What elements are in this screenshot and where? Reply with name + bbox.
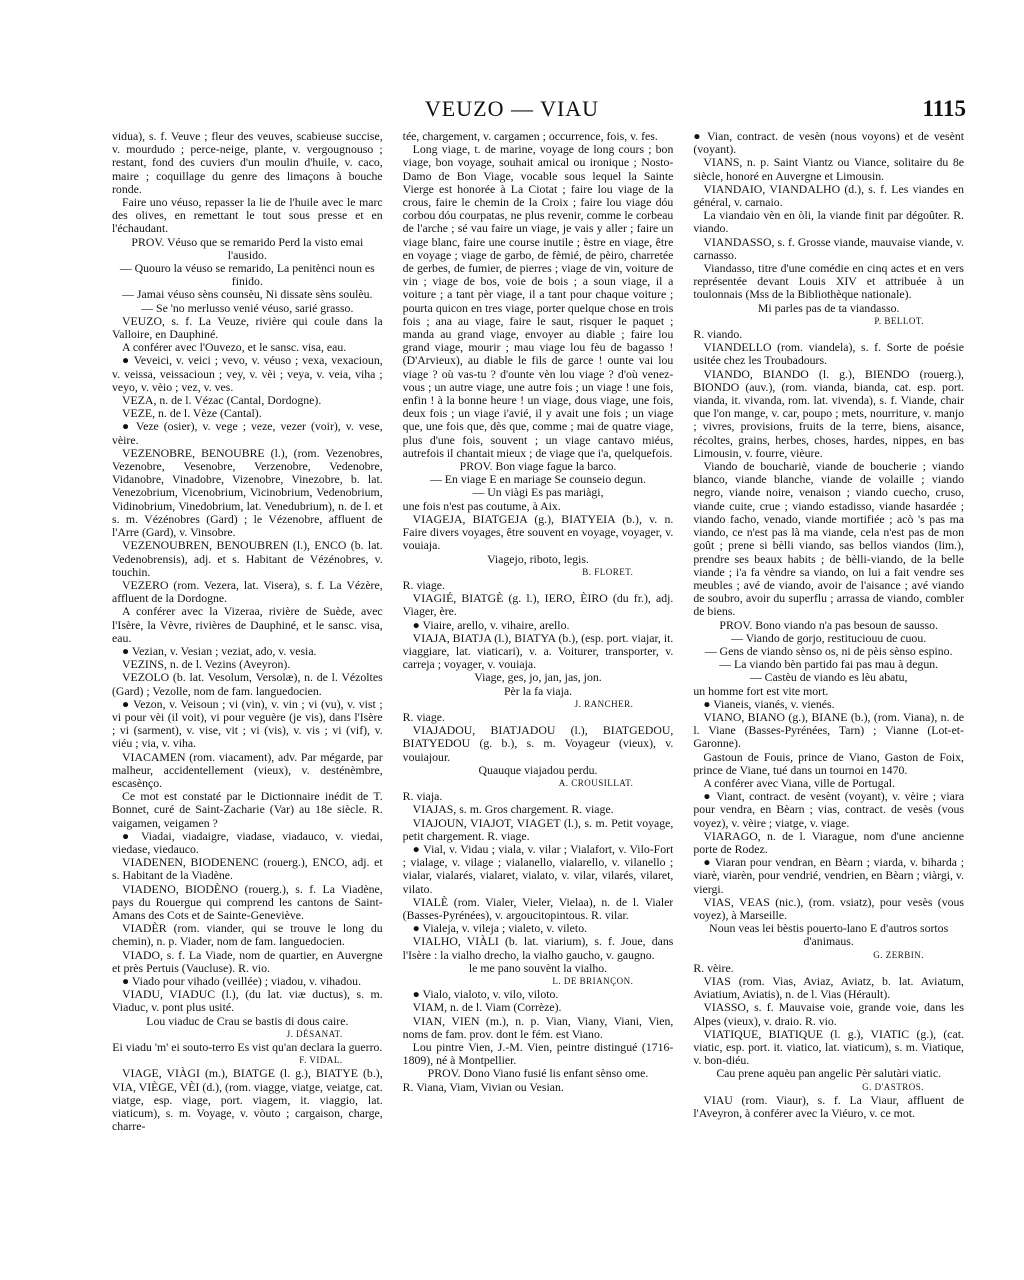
dictionary-entry: ● Viant, contract. de vesènt (voyant), v. vèire ; viara pour vendra, en Bèarn ; vias, contract. de vesès (vous voyez), v. vèire ; viatge, v. viage. xyxy=(693,789,965,830)
page-number: 1115 xyxy=(922,96,966,121)
dictionary-entry: VEZA, n. de l. Vézac (Cantal, Dordogne). xyxy=(122,393,322,408)
dictionary-entry: VIAJAS, s. m. Gros chargement. R. viage. xyxy=(412,802,614,817)
dictionary-entry: PROV. Dono Viano fusié lis enfant sènso ome. xyxy=(427,1066,649,1081)
dictionary-entry: L. DE BRIANÇON. xyxy=(552,976,634,986)
dictionary-entry: VIANDELLO (rom. viandela), s. f. Sorte de poésie usitée chez les Troubadours. xyxy=(693,340,965,368)
column-right xyxy=(693,130,964,1256)
dictionary-entry: VIANDO, BIANDO (l. g.), BIENDO (rouerg.), BIONDO (auv.), (rom. vianda, bianda, cat. esp. port. vianda, it. vivanda, rom. lat. vivenda), s. f. Viande, chair que l'on mange, v. car, poupo ; mets, nourriture, v. manjo ; vivres, provisions, fruits de la terre, biens, aisance, récoltes, grains, herbes, choses, hardes, nippes, en bas Limousin, v. fourre, vièure. xyxy=(693,366,965,460)
dictionary-entry: VIANDASSO, s. f. Grosse viande, mauvaise viande, v. carnasso. xyxy=(693,234,965,262)
dictionary-entry: vidua), s. f. Veuve ; fleur des veuves, scabieuse succise, v. mourdudo ; perce-neige, plante, v. vergougnouso ; restant, fond des cuviers d'un moulin d'huile, v. caco, maire ; coquillage du genre des limaçons à bouche ronde. xyxy=(112,130,383,196)
dictionary-entry: A conférer avec l'Ouvezo, et le sansc. visa, eau. xyxy=(122,340,347,355)
dictionary-entry: VIADO, s. f. La Viade, nom de quartier, en Auvergne et près Pertuis (Vaucluse). R. vio. xyxy=(112,947,383,975)
dictionary-entry: Ei viadu 'm' ei souto-terro Es vist qu'an declara la guerro. xyxy=(112,1040,383,1055)
dictionary-entry: VIAS, VEAS (nic.), (rom. vsiatz), pour vesès (vous voyez), à Marseille. xyxy=(693,894,965,922)
dictionary-entry: ● Vianeis, vianés, v. vienés. xyxy=(703,696,835,711)
dictionary-entry: ● Vialeja, v. vileja ; vialeto, v. vileto. xyxy=(412,921,588,936)
dictionary-entry: VIATIQUE, BIATIQUE (l. g.), VIATIC (g.), (cat. viatic, esp. port. it. viatico, lat. viaticum), s. m. Viatique, v. bon-diéu. xyxy=(693,1026,965,1068)
dictionary-entry: J. DÉSANAT. xyxy=(286,1028,343,1039)
dictionary-entry: A. CROUSILLAT. xyxy=(558,777,634,788)
dictionary-entry: R. viaja. xyxy=(402,789,443,804)
dictionary-entry: VIADÈR (rom. viander, qui se trouve le long du chemin), n. p. Viader, nom de fam. languedocien. xyxy=(112,921,383,949)
dictionary-entry: Cau prene aquèu pan angelic Pèr salutàri viatic. xyxy=(716,1066,942,1081)
running-head: VEUZO — VIAU xyxy=(424,96,600,121)
dictionary-entry: Gastoun de Fouis, prince de Viano, Gaston de Foix, prince de Viane, tué dans un tournoi en 1470. xyxy=(693,749,965,777)
dictionary-entry: R. viage. xyxy=(402,709,445,724)
dictionary-entry: ● Viaran pour vendran, en Bèarn ; viarda, v. biharda ; viarè, viarèn, pour vendrié, vendrien, en Bèarn ; viàrgi, v. viergi. xyxy=(693,855,965,896)
dictionary-entry: VIAU (rom. Viaur), s. f. La Viaur, affluent de l'Aveyron, à conférer avec la Viéuro, v. ce mot. xyxy=(693,1092,965,1121)
dictionary-entry: Quauque viajadou perdu. xyxy=(478,762,598,777)
dictionary-entry: R. vèire. xyxy=(693,960,734,975)
dictionary-entry: VIAS (rom. Vias, Aviaz, Aviatz, b. lat. Aviatum, Aviatium, Aviatis), n. de l. Vias (Hérault). xyxy=(693,974,965,1002)
dictionary-entry: VIADU, VIADUC (l.), (du lat. viæ ductus), s. m. Viaduc, v. pont plus usité. xyxy=(112,987,383,1015)
dictionary-entry: VIARAGO, n. de l. Viarague, nom d'une ancienne porte de Rodez. xyxy=(693,828,965,856)
dictionary-entry: — Se 'no merlusso venié véuso, sarié grasso. xyxy=(141,300,354,315)
dictionary-entry: VIALHO, VIÀLI (b. lat. viarium), s. f. Joue, dans l'Isère : la vialho drecho, la vialho gaucho, v. gaugno. xyxy=(402,934,674,962)
dictionary-entry: — Castèu de viando es lèu abatu, xyxy=(749,670,908,685)
dictionary-entry: VIADENEN, BIODENENC (rouerg.), ENCO, adj. et s. Habitant de la Viadène. xyxy=(112,855,383,883)
dictionary-entry: Ce mot est constaté par le Dictionnaire inédit de T. Bonnet, curé de Saint-Zacharie (Var) au 18e siècle. R. vaigamen, veigamen ? xyxy=(112,789,383,830)
dictionary-entry: Lou pintre Vien, J.-M. Vien, peintre distingué (1716-1809), né à Montpellier. xyxy=(402,1040,674,1068)
dictionary-entry: Pèr la fa viaja. xyxy=(503,683,573,698)
dictionary-entry: VIANDAIO, VIANDALHO (d.), s. f. Les viandes en général, v. carnaio. xyxy=(693,181,965,210)
dictionary-entry: B. FLORET. xyxy=(582,566,634,577)
dictionary-entry: VIANO, BIANO (g.), BIANE (b.), (rom. Viana), n. de l. Viane (Basses-Pyrénées, Tarn) ; Vianne (Lot-et-Garonne). xyxy=(693,709,965,751)
dictionary-entry: VEZENOBRE, BENOUBRE (l.), (rom. Vezenobres, Vezenobre, Vesenobre, Verzenobre, Vedenobre, Vidanobre, Vinadobre, Vizenobre, Vinezobre, b. lat. Venezobrium, Vicenobrium, Vicinobrium, Vedenobrium, Vidinobrium, Vinedobrium, lat. Venedubrium), n. de l. et s. m. Vézénobres (Gard) ; le Vézenobre, affluent de l'Arre (Gard), v. Vinsobre. xyxy=(112,445,383,540)
dictionary-entry: Viage, ges, jo, jan, jas, jon. xyxy=(474,670,602,685)
dictionary-entry: PROV. Bon viage fague la barco. xyxy=(459,459,617,474)
dictionary-entry: VIASSO, s. f. Mauvaise voie, grande voie, dans les Alpes (vieux), v. draio. R. vio. xyxy=(693,1000,965,1028)
dictionary-entry: Long viage, t. de marine, voyage de long cours ; bon viage, bon voyage, souhait amical ou ironique ; Nosto-Damo de Bon Viage, vocable sous lequel la Sainte Vierge est honorée à La Ciotat ; faire lou viage de la crous, faire le chemin de la Croix ; faire lou viage dóu corbou dóu courpatas, ne plus revenir, comme le corbeau de l'arche ; sé vau faire un viage, je vais y aller ; faire un viage blanc, faire une course inutile ; èstre en viage, être en voyage ; viage de garbo, de fèmié, de pèiro, charretée de gerbes, de fumier, de pierres ; viage de vin, voiture de vin ; viage de bos, voie de bois ; a soun viage, il a voiture ; a tant pèr viage, il a tant pour chaque voiture ; pourta quicon en tres viage, porter quelque chose en trois fois ; ana au viage, faire le saut, risquer le paquet ; manda au grand viage, envoyer au diable ; faire lou grand viage, mourir ; mau viage lou fèu de bagasso ! (D'Arvieux), au diable le fils de garce ! ounte vai lou viage ? où vas-tu ? d'ounte vèn lou viage ? d'où venez-vous ; un autre viage, une autre fois ; un viage ! une fois, enfin ! à la bonne heure ! un viage, dous viage, une fois, deux fois ; un viage i'avié, il y avait une fois ; un viage que, une fois que, dès que, comme ; mai de quatre viage, plus d'une fois, souvent ; un viage cantavo miéus, autrefois il chantait mieux ; de viage que i'a, quelquefois. xyxy=(402,142,674,460)
dictionary-entry: VIALÈ (rom. Vialer, Vieler, Vielaa), n. de l. Vialer (Basses-Pyrénées), v. argoucitopintous. R. vilar. xyxy=(402,894,674,922)
dictionary-entry: VEZENOUBREN, BENOUBREN (l.), ENCO (b. lat. Vedenobrensis), adj. et s. Habitant de Vézénobres, v. touchin. xyxy=(112,538,383,579)
dictionary-entry: ● Viadai, viadaigre, viadase, viadauco, v. viedai, viedase, viedauco. xyxy=(112,828,383,856)
dictionary-entry: VIAGIÉ, BIATGÈ (g. l.), IERO, ÈIRO (du fr.), adj. Viager, ère. xyxy=(402,591,674,619)
dictionary-entry: Viagejo, riboto, legis. xyxy=(487,551,589,566)
dictionary-entry: A conférer avec la Vizeraa, rivière de Suède, avec l'Isère, la Vèvre, rivières de Dauphiné, et le sansc. visa, eau. xyxy=(112,604,383,645)
dictionary-entry: VIANS, n. p. Saint Viantz ou Viance, solitaire du 8e siècle, honoré en Auvergne et Limousin. xyxy=(693,155,965,183)
dictionary-entry: VEZOLO (b. lat. Vesolum, Versolæ), n. de l. Vézoltes (Gard) ; Vezolle, nom de fam. languedocien. xyxy=(112,670,383,698)
dictionary-entry: ● Viaire, arello, v. vihaire, arello. xyxy=(412,617,570,632)
dictionary-entry: VEZE, n. de l. Vèze (Cantal). xyxy=(122,406,262,421)
dictionary-entry: P. BELLOT. xyxy=(874,315,925,326)
dictionary-entry: La viandaio vèn en òli, la viande finit par dégoûter. R. viando. xyxy=(693,208,965,236)
dictionary-entry: ● Viado pour vihado (veillée) ; viadou, v. vihadou. xyxy=(122,974,362,988)
dictionary-entry: — Viando de gorjo, restituciouu de cuou. xyxy=(731,630,927,645)
dictionary-entry: Lou viaduc de Crau se bastis di dous caire. xyxy=(146,1013,349,1028)
dictionary-entry: G. D'ASTROS. xyxy=(862,1081,925,1092)
text-columns xyxy=(112,130,964,1256)
dictionary-entry: Mi parles pas de ta viandasso. xyxy=(757,300,900,315)
dictionary-entry: — Gens de viando sènso os, ni de pèis sènso espino. xyxy=(704,643,953,658)
dictionary-entry: ● Vezon, v. Veisoun ; vi (vin), v. vin ; vi (vu), v. vist ; vi pour vèi (il voit), vi pour veguère (je vis), dans l'Isère ; vi (sarment), v. vise, vit ; vi (vis), v. vis ; vi (vif), v. viéu ; via, v. viha. xyxy=(112,696,383,751)
dictionary-entry: A conférer avec Viana, ville de Portugal. xyxy=(703,775,896,790)
dictionary-entry: — Jamai véuso sèns counsèu, Ni dissate sèns soulèu. xyxy=(122,287,373,302)
dictionary-entry: VIAM, n. de l. Viam (Corrèze). xyxy=(412,1000,562,1015)
dictionary-entry: Viando de bouchariè, viande de boucherie ; viando blanco, viande blanche, viande de volaille ; viando negro, viande noire, venaison ; viando cuecho, cruso, viande cuite, crue ; viando estadisso, viande hasardée ; viando facho, venado, viande mortifiée ; acò 's pas ma viando, ce n'est pas là ma viande, cela n'est pas de mon goût ; prene si bèlli viando, sas bellos viandos (lim.), prendre ses beaux habits ; de bèlli-viando, de la belle viande ; i'a fa vèndre sa viando, on lui a fait vendre ses meubles ; avé de viando, avoir de l'aisance ; avé viando de soubro, avoir du superflu ; arrassa de viando, combler de biens. xyxy=(693,459,965,619)
dictionary-entry: ● Vezian, v. Vesian ; veziat, ado, v. vesia. xyxy=(122,643,317,658)
dictionary-entry: VEUZO, s. f. La Veuze, rivière qui coule dans la Valloire, en Dauphiné. xyxy=(112,313,383,342)
dictionary-entry: J. RANCHER. xyxy=(574,698,634,709)
dictionary-entry: ● Veveici, v. veici ; vevo, v. véuso ; vexa, vexacioun, v. veissa, veissacioun ; vey, v. vèi ; veya, v. veia, viha ; veyo, v. vèio ; vez, v. ves. xyxy=(112,353,383,394)
dictionary-entry: VIAGEJA, BIATGEJA (g.), BIATYEIA (b.), v. n. Faire divers voyages, être souvent en voyage, voyager, v. vouiaja. xyxy=(402,511,674,553)
dictionary-entry: — Quouro la véuso se remarido, La penitènci noun es finido. xyxy=(119,261,375,289)
dictionary-entry: VEZINS, n. de l. Vezins (Aveyron). xyxy=(122,657,291,672)
dictionary-entry: tée, chargement, v. cargamen ; occurrence, fois, v. fes. xyxy=(402,130,658,143)
dictionary-entry: VIAJOUN, VIAJOT, VIAGET (l.), s. m. Petit voyage, petit chargement. R. viage. xyxy=(402,815,674,843)
dictionary-entry: F. VIDAL. xyxy=(299,1055,343,1066)
dictionary-entry: ● Vian, contract. de vesèn (nous voyons) et de vesènt (voyant). xyxy=(693,130,965,157)
dictionary-entry: ● Veze (osier), v. vege ; veze, vezer (voir), v. vese, vèire. xyxy=(112,419,383,447)
dictionary-entry: — En viage E en mariage Se counseio degun. xyxy=(430,472,646,487)
column-left xyxy=(112,130,383,1256)
dictionary-entry: Faire uno véuso, repasser la lie de l'huile avec le marc des olives, en remettant le tout sous presse et en l'échaudant. xyxy=(112,195,383,236)
dictionary-entry: VIAJADOU, BIATJADOU (l.), BIATGEDOU, BIATYEDOU (g. b.), s. m. Voyageur (vieux), v. vouiajour. xyxy=(402,723,674,764)
dictionary-entry: le me pano souvènt la vialho. xyxy=(468,960,608,975)
dictionary-entry: VEZERO (rom. Vezera, lat. Visera), s. f. La Vézère, affluent de la Dordogne. xyxy=(112,577,383,606)
dictionary-entry: ● Vial, v. Vidau ; viala, v. vilar ; Vialafort, v. Vilo-Fort ; vialage, v. vilage ; vialanello, vialarello, v. vilanello ; vialar, vialarés, vialaret, vialato, v. vilar, vilarés, vilaret, vilato. xyxy=(402,841,674,896)
dictionary-entry: R. viage. xyxy=(402,577,445,592)
dictionary-entry: VIAJA, BIATJA (l.), BIATYA (b.), (esp. port. viajar, it. viaggiare, lat. viaticari), v. a. Voiturer, transporter, v. carreja ; voyager, v. vouiaja. xyxy=(402,630,674,672)
dictionary-entry: VIADENO, BIODÈNO (rouerg.), s. f. La Viadène, pays du Rouergue qui comprend les cantons de Saint-Amans des Cots et de Sainte-Geneviève. xyxy=(112,881,383,922)
dictionary-entry: — Un viàgi Es pas mariàgi, xyxy=(472,485,604,500)
dictionary-entry: R. viando. xyxy=(693,327,743,342)
dictionary-entry: — La viando bèn partido fai pas mau à degun. xyxy=(719,657,939,672)
column-middle xyxy=(403,130,674,1256)
dictionary-entry: ● Vialo, vialoto, v. vilo, viloto. xyxy=(412,987,559,1002)
dictionary-entry: un homme fort est vite mort. xyxy=(693,683,829,698)
dictionary-entry: G. ZERBIN. xyxy=(873,949,925,960)
dictionary-entry: VIAGE, VIÀGI (m.), BIATGE (l. g.), BIATYE (b.), VIA, VIÈGE, VÈI (d.), (rom. viagge, viatge, veiatge, cat. viatge, esp. viage, port. viagem, it. viaggio, lat. viaticum), s. m. Voyage, v. vòuto ; cargaison, charge, charre- xyxy=(112,1066,383,1134)
dictionary-entry: R. Viana, Viam, Vivian ou Vesian. xyxy=(402,1079,564,1094)
dictionary-entry: PROV. Véuso que se remarido Perd la visto emai l'ausido. xyxy=(131,234,364,262)
dictionary-entry: une fois n'est pas coutume, à Aix. xyxy=(402,498,561,513)
dictionary-entry: VIAN, VIEN (m.), n. p. Vian, Viany, Viani, Vien, noms de fam. prov. dont le fém. est Viano. xyxy=(402,1013,674,1041)
dictionary-entry: VIACAMEN (rom. viacament), adv. Par mégarde, par malheur, accidentellement (vieux), v. desténèmbre, escasènço. xyxy=(112,749,383,790)
dictionary-entry: Noun veas lei bèstis pouerto-lano E d'autros sortos d'animaus. xyxy=(709,921,949,949)
dictionary-entry: Viandasso, titre d'une comédie en cinq actes et en vers représentée devant Louis XIV et attribuée à un toulonnais (Mss de la Bibliothèque nationale). xyxy=(693,261,965,302)
dictionary-entry: PROV. Bono viando n'a pas besoun de sausso. xyxy=(719,617,938,632)
